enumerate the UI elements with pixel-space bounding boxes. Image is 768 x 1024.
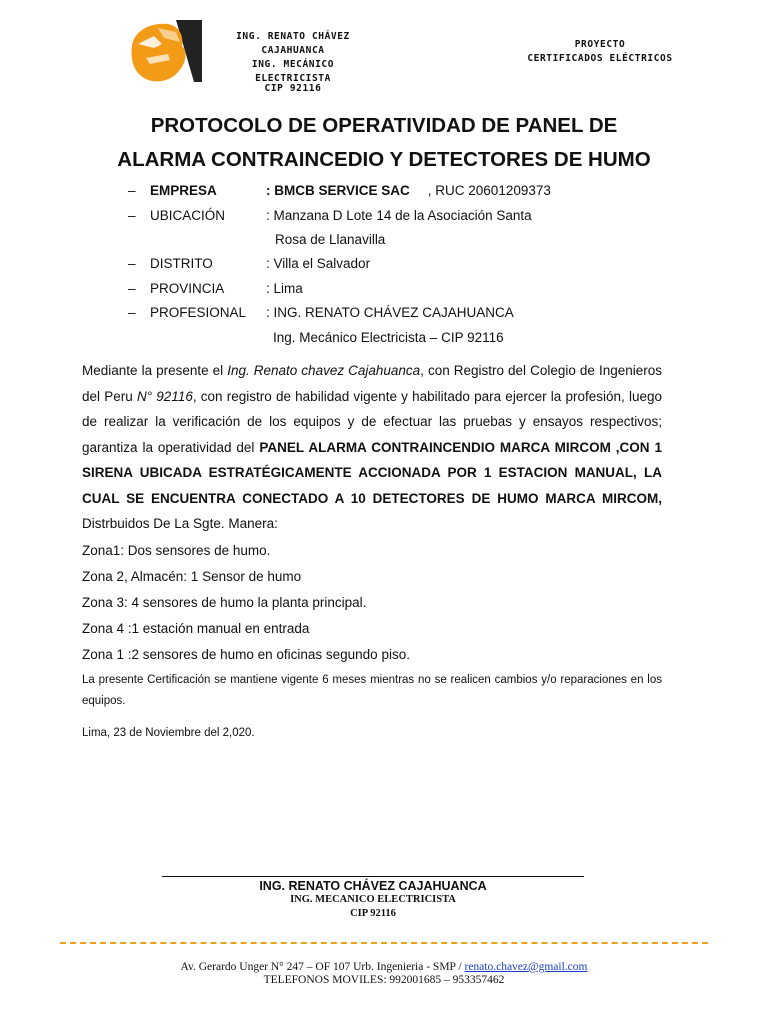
signature-title: ING. MECANICO ELECTRICISTA (290, 894, 456, 905)
paragraph-text: Mediante la presente el (82, 363, 228, 378)
footer-phones: TELEFONOS MOVILES: 992001685 – 953357462 (263, 974, 505, 986)
field-dash: – (128, 281, 136, 296)
header-line: CAJAHUANCA (261, 45, 325, 56)
equipment-description: PANEL ALARMA CONTRAINCENDIO MARCA MIRCOM ,CON 1 SIRENA UBICADA ESTRATÉGICAMENTE ACCIONADA POR 1 ESTACION MANUAL, LA CUAL SE ENCUENTRA CONECTADO A 10 DETECTORES DE HUMO MARCA MIRCOM, (82, 439, 662, 506)
zone-item: Zona 3: 4 sensores de humo la planta principal. (82, 595, 367, 610)
footer-email-link[interactable]: renato.chavez@gmail.com (464, 961, 588, 973)
field-dash: – (128, 256, 136, 271)
paragraph-text: , con Registro del Colegio de Ingenieros del Peru (82, 363, 662, 404)
validity-note: La presente Certificación se mantiene vigente 6 meses mientras no se realicen cambios y/o reparaciones en los equipos. (82, 674, 662, 707)
field-value: : ING. RENATO CHÁVEZ CAJAHUANCA (266, 305, 514, 320)
registry-number: N° 92116 (136, 388, 193, 404)
field-provincia (128, 281, 303, 296)
footer-address (120, 961, 648, 974)
field-profesional-cont: Ing. Mecánico Electricista – CIP 92116 (273, 330, 504, 345)
engineer-name: Ing. Renato chavez Cajahuanca (227, 363, 421, 378)
signature-cip: CIP 92116 (350, 908, 396, 919)
header-line: ELECTRICISTA (255, 73, 331, 82)
header-line: ING. RENATO CHÁVEZ (236, 31, 350, 42)
lion-logo-icon (124, 18, 204, 84)
field-dash: – (128, 305, 136, 320)
field-label: UBICACIÓN (150, 208, 226, 223)
signature-name: ING. RENATO CHÁVEZ CAJAHUANCA (259, 879, 487, 893)
header-project (490, 38, 710, 66)
paragraph-text: Distrbuidos De La Sgte. Manera: (82, 516, 278, 531)
company-logo (124, 18, 204, 84)
field-label: EMPRESA (150, 183, 217, 198)
paragraph-text: , con registro de habilidad vigente y habilitado para ejercer la profesión, luego de realizar la verificación de los equipos y de efectuar las pruebas y ensayos respectivos; garantiza la operatividad del (82, 388, 662, 455)
field-label: PROFESIONAL (150, 305, 247, 320)
zone-item: Zona 2, Almacén: 1 Sensor de humo (82, 569, 302, 584)
certification-paragraph (82, 358, 662, 537)
header-project-line: CERTIFICADOS ELÉCTRICOS (527, 53, 673, 64)
field-label: PROVINCIA (150, 281, 225, 296)
footer-address-text: Av. Gerardo Unger N° 247 – OF 107 Urb. Ingenieria - SMP / (180, 961, 465, 973)
field-distrito (128, 256, 370, 271)
signature-line (162, 876, 584, 877)
field-value: : Manzana D Lote 14 de la Asociación Santa (266, 208, 532, 223)
zone-item: Zona 1 :2 sensores de humo en oficinas segundo piso. (82, 647, 410, 662)
zone-item: Zona1: Dos sensores de humo. (82, 543, 271, 558)
field-dash: – (128, 183, 136, 198)
field-ubicacion (128, 208, 532, 223)
field-ruc: , RUC 20601209373 (427, 183, 551, 198)
zone-item: Zona 4 :1 estación manual en entrada (82, 621, 310, 636)
field-label: DISTRITO (150, 256, 213, 271)
field-dash: – (128, 208, 136, 223)
document-title-line-2: ALARMA CONTRAINCEDIO Y DETECTORES DE HUMO (117, 148, 651, 171)
header-issuer (208, 30, 378, 96)
header-project-line: PROYECTO (574, 39, 626, 50)
field-empresa (128, 183, 551, 198)
date-line: Lima, 23 de Noviembre del 2,020. (82, 727, 255, 739)
footer-rule (60, 942, 708, 944)
header-line: ING. MECÁNICO (251, 59, 335, 70)
field-ubicacion-cont: Rosa de Llanavilla (275, 232, 386, 247)
field-value: : Lima (266, 281, 303, 296)
document-title-line-1: PROTOCOLO DE OPERATIVIDAD DE PANEL DE (150, 114, 618, 137)
field-profesional (128, 305, 514, 320)
field-value: : BMCB SERVICE SAC (266, 183, 410, 198)
header-line: CIP 92116 (264, 83, 322, 94)
field-value: : Villa el Salvador (266, 256, 371, 271)
